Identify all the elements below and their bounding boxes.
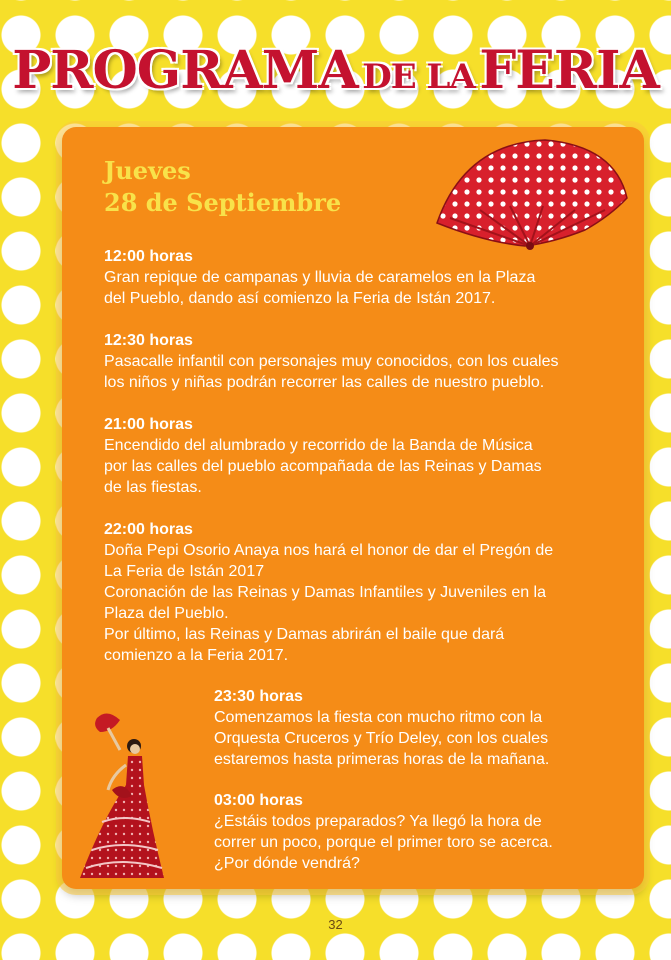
title-word-programa: PROGRAMA: [12, 40, 358, 101]
day-heading: [104, 155, 341, 219]
page-title: [0, 40, 671, 101]
event-time: 12:00 horas: [104, 248, 193, 265]
event-time: 21:00 horas: [104, 416, 193, 433]
event-description: ¿Estáis todos preparados? Ya llegó la hora de correr un poco, porque el primer toro se acerca. ¿Por dónde vendrá?: [214, 813, 553, 872]
event-time: 22:00 horas: [104, 521, 193, 538]
fan-image: [425, 138, 630, 253]
day-name: Jueves: [104, 156, 191, 185]
event-description: Pasacalle infantil con personajes muy conocidos, con los cuales los niños y niñas podrán recorrer las calles de nuestro pueblo.: [104, 353, 559, 391]
page-number: 32: [328, 917, 343, 932]
event-time: 23:30 horas: [214, 688, 303, 705]
event-description: Doña Pepi Osorio Anaya nos hará el honor de dar el Pregón de La Feria de Istán 2017 Coronación de las Reinas y Damas Infantiles y Juveniles en la Plaza del Pueblo. Por último, las Reinas y Damas abrirán el baile que dará comienzo a la Feria 2017.: [104, 542, 554, 664]
event-2: [104, 330, 558, 393]
event-time: 12:30 horas: [104, 332, 193, 349]
event-description: Encendido del alumbrado y recorrido de la Banda de Música por las calles del pueblo acompañada de las Reinas y Damas de las fiestas.: [104, 437, 542, 496]
title-word-de-la: DE LA: [362, 57, 475, 97]
event-5: [214, 686, 549, 770]
event-description: Comenzamos la fiesta con mucho ritmo con la Orquesta Cruceros y Trío Deley, con los cuales estaremos hasta primeras horas de la mañana.: [214, 709, 550, 768]
flamenco-dancer-image: [72, 710, 172, 885]
title-word-feria: FERIA: [479, 40, 659, 101]
event-4: [104, 519, 553, 666]
event-time: 03:00 horas: [214, 792, 303, 809]
event-1: [104, 246, 535, 309]
event-6: [214, 790, 553, 874]
event-description: Gran repique de campanas y lluvia de caramelos en la Plaza del Pueblo, dando así comienzo la Feria de Istán 2017.: [104, 269, 536, 307]
day-date: 28 de Septiembre: [104, 188, 342, 217]
event-3: [104, 414, 542, 498]
